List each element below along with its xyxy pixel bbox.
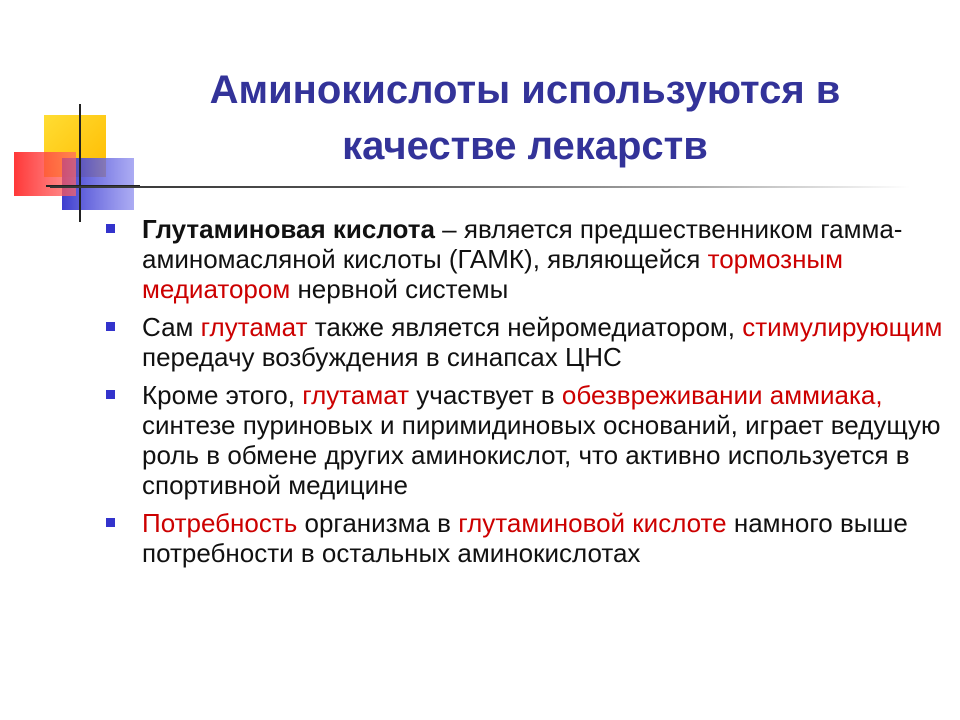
bullet-2-highlight-a: глутамат bbox=[200, 312, 308, 342]
bullet-4-text-a: организма в bbox=[297, 508, 459, 538]
bullet-item-4 bbox=[104, 508, 954, 568]
title-divider bbox=[50, 186, 910, 188]
bullet-3-highlight-a: глутамат bbox=[302, 380, 410, 410]
bullet-2-text-a: Сам bbox=[142, 312, 201, 342]
square-bullet-icon bbox=[106, 224, 115, 233]
bullet-1-text-b: нервной системы bbox=[290, 274, 509, 304]
square-bullet-icon bbox=[106, 390, 115, 399]
bullet-2-text-c: передачу возбуждения в синапсах ЦНС bbox=[142, 342, 622, 372]
bullet-2-highlight-b: стимулирующим bbox=[742, 312, 943, 342]
bullet-1-text-a: – является предшественником гамма-аминомасляной кислоты (ГАМК), являющейся bbox=[142, 214, 903, 274]
bullet-1-highlight: тормозным медиатором bbox=[142, 244, 843, 304]
bullet-4-highlight-b: глутаминовой кислоте bbox=[458, 508, 727, 538]
bullet-item-2 bbox=[104, 312, 954, 372]
bullet-1-term: Глутаминовая кислота bbox=[142, 214, 435, 244]
bullet-3-highlight-b: обезвреживании аммиака, bbox=[561, 380, 883, 410]
bullet-4-text-b: намного выше потребности в остальных аминокислотах bbox=[142, 508, 908, 568]
bullet-list bbox=[104, 214, 954, 576]
slide-title-line-2: качестве лекарств bbox=[342, 124, 708, 168]
slide-title bbox=[110, 62, 940, 174]
bullet-item-3 bbox=[104, 380, 954, 500]
bullet-3-text-a: Кроме этого, bbox=[142, 380, 303, 410]
bullet-3-text-c: синтезе пуриновых и пиримидиновых оснований, играет ведущую роль в обмене других аминокислот, что активно используется в спортивной медицине bbox=[142, 410, 941, 500]
square-bullet-icon bbox=[106, 322, 115, 331]
square-bullet-icon bbox=[106, 518, 115, 527]
bullet-item-1 bbox=[104, 214, 954, 304]
red-square bbox=[14, 152, 76, 196]
bullet-3-text-b: участвует в bbox=[409, 380, 562, 410]
bullet-4-highlight-a: Потребность bbox=[142, 508, 298, 538]
slide-title-line-1: Аминокислоты используются в bbox=[209, 68, 841, 112]
bullet-2-text-b: также является нейромедиатором, bbox=[307, 312, 743, 342]
